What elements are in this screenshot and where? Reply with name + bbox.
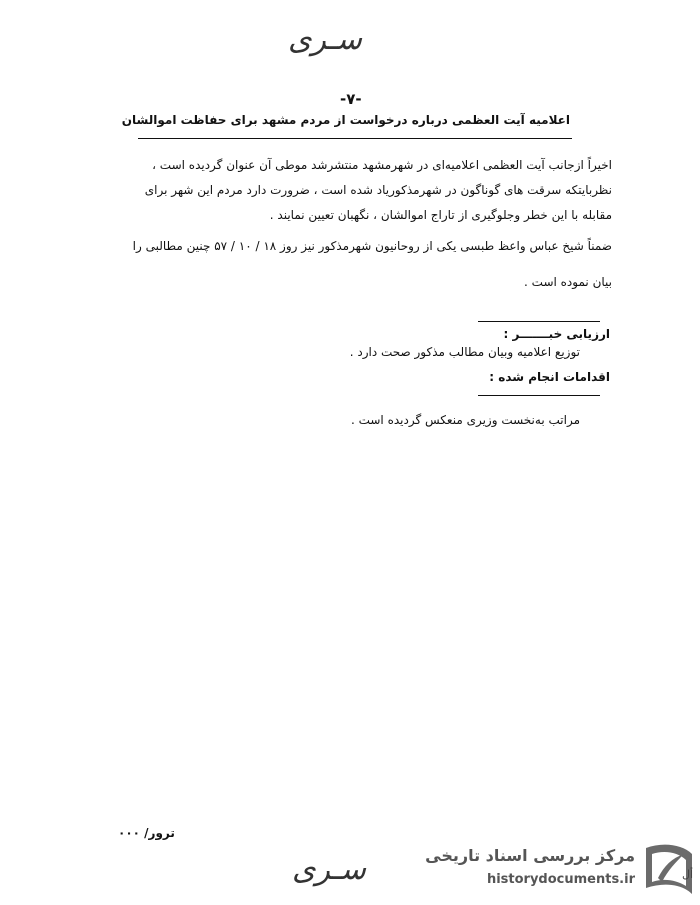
archive-watermark <box>420 838 695 900</box>
watermark-title: مرکز بررسی اسناد تاریخی <box>425 846 635 865</box>
body-line: اخیراً ازجانب آیت العظمی اعلامیه‌ای در شهرمشهد منتشرشد موطی آن عنوان گردیده است ، <box>152 158 612 172</box>
actions-text: مراتب به‌نخست وزیری منعکس گردیده است . <box>350 413 580 427</box>
margin-mark: أل <box>682 868 694 881</box>
classification-footer: سـری <box>292 852 366 887</box>
document-number: -٧- <box>340 90 362 108</box>
body-line: مقابله با این خطر وجلوگیری از تاراج اموالشان ، نگهبان تعیین نمایند . <box>269 208 612 222</box>
evaluation-text: توزیع اعلامیه وبیان مطالب مذکور صحت دارد . <box>349 345 580 359</box>
classification-header: سـری <box>288 22 362 57</box>
title-underline <box>138 138 572 139</box>
actions-heading: اقدامات انجام شده : <box>489 370 610 384</box>
evaluation-heading: ارزیابی خبـــــــر : <box>503 327 610 341</box>
footer-code: ترور/ ۰۰۰ <box>118 826 175 840</box>
document-title: اعلامیه آیت العظمی درباره درخواست از مردم مشهد برای حفاظت اموالشان <box>121 113 570 127</box>
body-line: ضمناً شیخ عباس واعظ طبسی یکی از روحانیون شهرمذکور نیز روز ۱۸ / ۱۰ / ۵۷ چنین مطالبی را <box>132 239 612 253</box>
section-rule <box>478 321 600 322</box>
body-line: بیان نموده است . <box>524 275 612 289</box>
body-line: نظربایتکه سرقت های گوناگون در شهرمذکوریاد شده است ، ضرورت دارد مردم این شهر برای <box>144 183 612 197</box>
section-rule <box>478 395 600 396</box>
watermark-url: historydocuments.ir <box>486 872 635 887</box>
